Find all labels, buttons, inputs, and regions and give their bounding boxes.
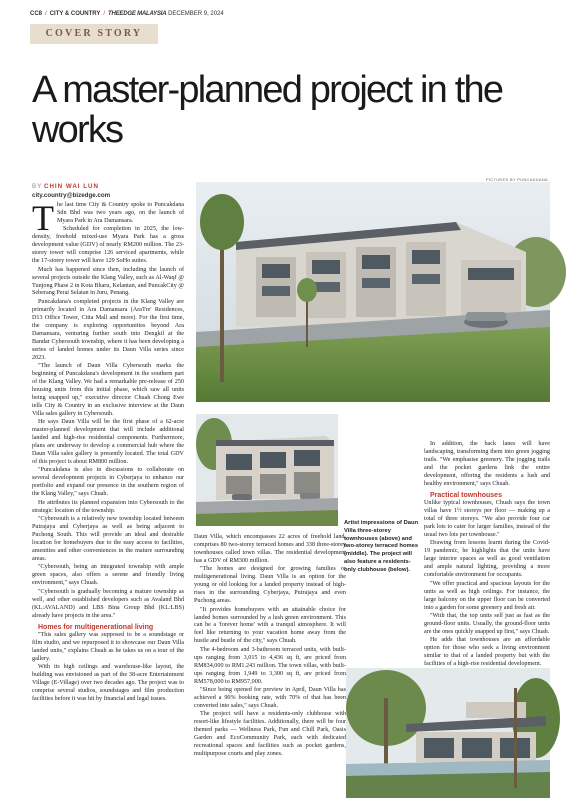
paragraph: He attributes its planned expansion into Cybersouth to the strategic location of the township.: [32, 499, 184, 514]
subheading: Practical townhouses: [430, 491, 502, 499]
paragraph: Unlike typical townhouses, Chuah says the town villas have 1½ storeys per floor — making up a total of three storeys. "We also provide four car park lots to cater for larger families, instead of the usual two lots per townhouse.": [424, 500, 550, 539]
paragraph: The project will have a residents-only clubhouse with resort-like lifestyle facilities. Additionally, there will be four themed parks — Wellness Park, Fun and Chill Park, Oasis Garden and EcoCommunity Park, each with dedicated recreational spaces and facilities such as pocket gardens, multipurpose courts and play zones.: [194, 711, 346, 758]
townhouse-rendering: [196, 182, 550, 402]
page-number: CC8: [30, 11, 43, 17]
paragraph: "Puncakdana is also in discussions to collaborate on several development projects in Cyberjaya to enhance our portfolio and expand our presence in the southern region of the Klang Valley," says Chuah.: [32, 467, 184, 498]
paragraph: With its high ceilings and warehouse-like layout, the building was envisioned as part of the 38-acre Entertainment Village (E-Village) over two decades ago. The project was to comprise several studios, soundstages and film production facilities before it was hit by financial and legal issues.: [32, 664, 184, 703]
lead-paragraph: The last time City & Country spoke to Puncakdana Sdn Bhd was two years ago, on the launch of Myara Park in Ara Damansara.: [32, 198, 184, 238]
article-column-3: [424, 441, 550, 668]
photo-credit: PICTURES BY PUNCAKDANA: [485, 177, 548, 182]
article-column-1: [32, 198, 184, 800]
clubhouse-rendering: [346, 668, 550, 798]
paragraph: "The homes are designed for growing families or multigenerational living. Daun Villa is an option for the young or old looking for a landed property instead of high-rises in the surrounding Cyberjaya, Putrajaya and even Puchong areas.: [194, 566, 346, 605]
paragraph: Daun Villa, which encompasses 22 acres of freehold land, comprises 80 two-storey terraced homes and 338 three-storey townhouses called town villas. The residential development has a GDV of RM300 million.: [194, 534, 346, 564]
article-column-2: [194, 534, 346, 804]
paragraph: The 4-bedroom and 3-bathroom terraced units, with built-ups ranging from 3,015 to 4,436 sq ft, are priced from RM834,000 to RM1.243 million. The town villas, with built-ups ranging from 1,949 to 3,300 sq ft, are priced from RM578,000 to RM957,000.: [194, 646, 346, 685]
drop-cap: T: [32, 198, 54, 238]
subheading: Homes for multigenerational living: [38, 623, 154, 631]
paragraph: "The launch of Daun Villa Cybersouth marks the beginning of Puncakdana's development in the southern part of the Klang Valley. We had a remarkable pre-release of 250 housing units from this initial phase, which saw all units being snapped up," executive director Chuah Chong Ewe tells City & Country in an exclusive interview at the Daun Villa sales gallery in Cybersouth.: [32, 363, 184, 417]
section-kicker: COVER STORY: [30, 24, 158, 44]
byline: [32, 182, 202, 200]
headline: A master-planned project in the works: [32, 69, 503, 151]
paragraph: "It provides homebuyers with an attainable choice for landed homes surrounded by a lush green environment. This can be a 'forever home' with a tranquil atmosphere. It will feel like returning to your vacation home away from the hustle and bustle of the city," says Chuah.: [194, 606, 346, 645]
page-folio: CC8 / CITY & COUNTRY / THEEDGE MALAYSIA DECEMBER 9, 2024: [30, 11, 224, 17]
paragraph: He adds that townhouses are an affordable option for those who seek a living environment similar to that of a landed property but with the facilities of a high-rise residential development.: [424, 637, 550, 668]
paragraph: "Cybersouth is gradually becoming a mature township as well, and other established developers such as Avaland Bhd (KL:AVALAND) and LBS Bina Group Bhd (KL:LBS) already have projects in the area.": [32, 588, 184, 619]
paragraph: "We offer practical and spacious layouts for the units as well as high ceilings. For instance, the large balcony on the upper floor can be converted into a garden for some greenery and fresh air.: [424, 580, 550, 611]
paragraph: Much has happened since then, including the launch of several projects outside the Klang Valley, such as Al-Waqf @ Tunjong Phase 2 in Kota Bharu, Kelantan, and PuncakCity @ Seberang Perai Selatan in Juru, Penang.: [32, 266, 184, 297]
terraced-home-rendering: [196, 414, 338, 526]
paragraph: Drawing from lessons learnt during the Covid-19 pandemic, he highlights that the units have large interior spaces as well as good ventilation and ample natural lighting, providing a more comfortable environment for occupants.: [424, 540, 550, 579]
byline-prefix: BY: [32, 183, 43, 190]
paragraph: Puncakdana's completed projects in the Klang Valley are primarily located in Ara Damansara (AraTre' Residences, D13 Office Tower, Citta Mall and more). For the first time, the company is exploring opportunities beyond Ara Damansara, venturing further south into Dengkil at the Bandar Cybersouth township, where it has been developing a series of landed homes under its Daun Villa series since 2023.: [32, 298, 184, 361]
photo-caption: Artist impressions of Daun Villa three-storey townhouses (above) and two-storey terraced homes (middle). The project will also feature a residents-only clubhouse (below).: [344, 520, 419, 573]
author-email: city.country@bizedge.com: [32, 192, 111, 199]
paragraph: In addition, the back lanes will have landscaping, transforming them into green jogging trails. "We emphasise greenery. The jogging trails and the pocket gardens link the entire development, offering the residents a lush and healthy environment," says Chuah.: [424, 441, 550, 487]
paragraph: "Since being opened for preview in April, Daun Villa has achieved a 90% booking rate, with 70% of that has been converted into sales," says Chuah.: [194, 687, 346, 710]
paragraph: "With that, the top units sell just as fast as the ground-floor units. Usually, the ground-floor units are the ones quickly snapped up first," says Chuah.: [424, 613, 550, 635]
author-name: CHIN WAI LUN: [44, 183, 99, 190]
paragraph: He says Daun Villa will be the first phase of a 62-acre master-planned development that will include additional landed and high-rise residential components. Furthermore, plans are underway to develop a commercial hub where the Daun Villa sales gallery is presently located. The total GDV of this project is about RM800 million.: [32, 419, 184, 465]
section-name: CITY & COUNTRY: [49, 11, 101, 17]
paragraph: "This sales gallery was supposed to be a soundstage or film studio, and we repurposed it to showcase our Daun Villa landed units," explains Chuah as he takes us on a tour of the gallery.: [32, 632, 184, 662]
paragraph: "Cybersouth, being an integrated township with ample green spaces, also offers a serene and friendly living environment," says Chuah.: [32, 564, 184, 587]
paper-name: THEEDGE MALAYSIA: [108, 11, 167, 17]
issue-date: DECEMBER 9, 2024: [168, 11, 224, 17]
paragraph: Scheduled for completion in 2025, the low-density, freehold mixed-use Myara Park has a gross development value (GDV) of nearly RM200 million. The 23-storey tower will comprise 126 serviced apartments, while the 17-storey tower will have 129 SoHo suites.: [32, 226, 184, 265]
paragraph: "Cybersouth is a relatively new township located between Putrajaya and Cyberjaya as well as being adjacent to Puchong South. This will provide an ideal and desirable location for homebuyers due to the easy access to facilities, amenities and other conveniences in the mature surrounding areas.: [32, 516, 184, 562]
